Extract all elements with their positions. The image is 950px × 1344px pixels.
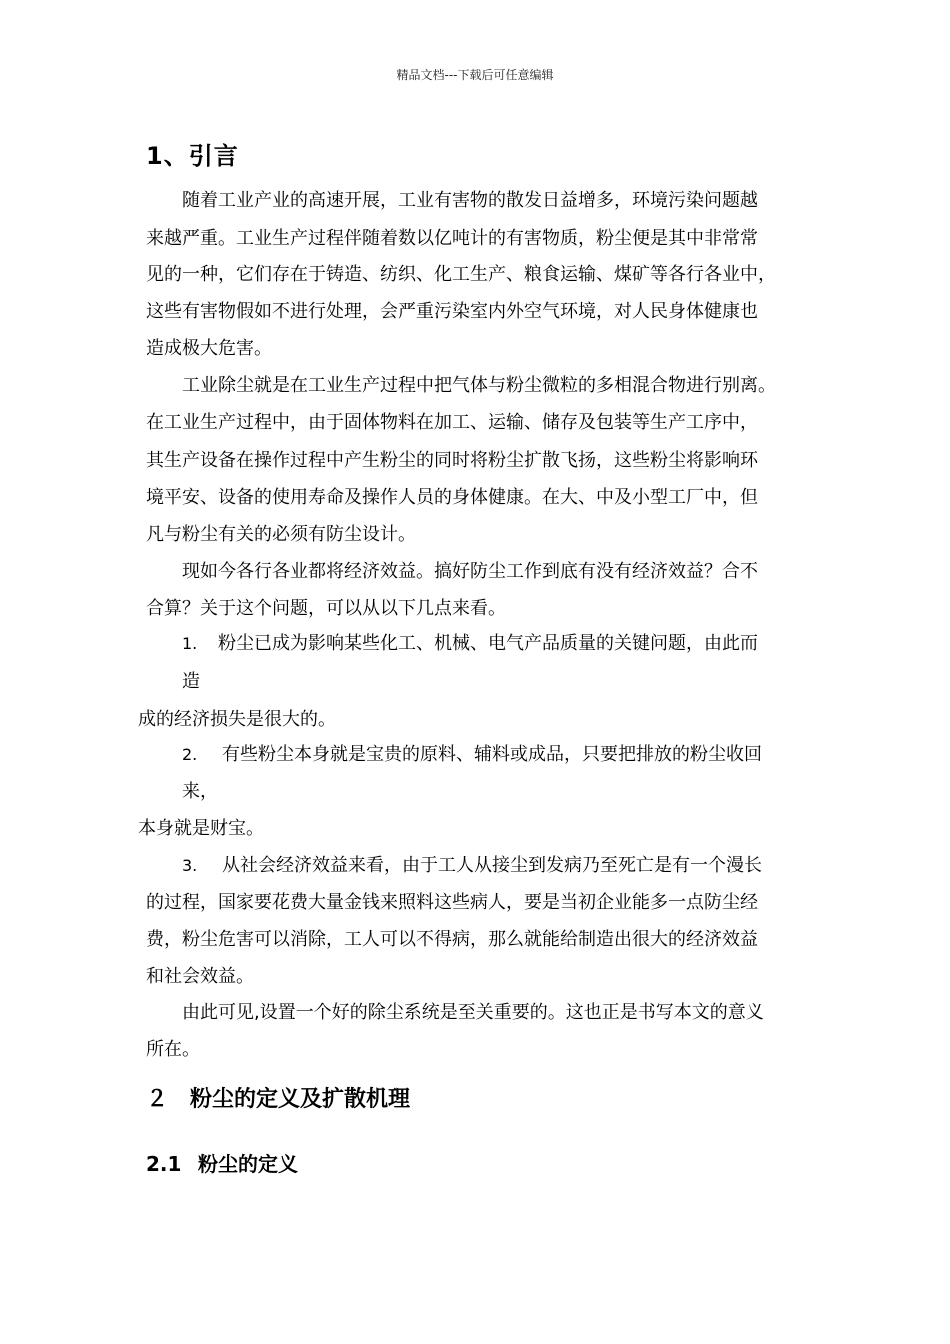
list-item-text: 从社会经济效益来看，由于工人从接尘到发病乃至死亡是有一个漫长 bbox=[222, 855, 762, 876]
section-2-1-heading bbox=[146, 1148, 298, 1177]
paragraph-3-line: 合算？关于这个问题，可以从以下几点来看。 bbox=[146, 598, 506, 619]
list-item-text: 的过程，国家要花费大量金钱来照料这些病人，要是当初企业能多一点防尘经 bbox=[146, 892, 758, 913]
page-header: 精品文档---下载后可任意编辑 bbox=[396, 68, 554, 82]
paragraph-2-line: 其生产设备在操作过程中产生粉尘的同时将粉尘扩散飞扬，这些粉尘将影响环 bbox=[146, 450, 758, 471]
section-2-title: 粉尘的定义及扩散机理 bbox=[190, 1087, 411, 1112]
list-item-number: 3. bbox=[182, 856, 198, 875]
paragraph-4-line: 由此可见,设置一个好的除尘系统是至关重要的。这也正是书写本文的意义 bbox=[182, 1002, 764, 1023]
list-item-tail: 成的经济损失是很大的。 bbox=[138, 709, 336, 730]
list-item-text: 来， bbox=[182, 781, 218, 802]
section-2-number: ２ bbox=[146, 1087, 169, 1112]
list-item-number: 2. bbox=[182, 745, 198, 764]
list-item-number: 1. bbox=[182, 634, 198, 653]
list-item-text: 和社会效益。 bbox=[146, 966, 254, 987]
paragraph-2-line: 工业除尘就是在工业生产过程中把气体与粉尘微粒的多相混合物进行别离。 bbox=[182, 375, 776, 396]
section-2-1-number: 2.1 bbox=[146, 1152, 182, 1176]
paragraph-1-line: 随着工业产业的高速开展，工业有害物的散发日益增多，环境污染问题越 bbox=[182, 190, 758, 211]
section-2-heading bbox=[146, 1082, 410, 1113]
paragraph-4-line: 所在。 bbox=[146, 1039, 200, 1060]
section-2-1-title: 粉尘的定义 bbox=[198, 1152, 298, 1176]
paragraph-2-line: 凡与粉尘有关的必须有防尘设计。 bbox=[146, 524, 416, 545]
list-item-text: 费，粉尘危害可以消除，工人可以不得病，那么就能给制造出很大的经济效益 bbox=[146, 929, 758, 950]
section-1-heading: 1、引言 bbox=[146, 142, 239, 170]
paragraph-1-line: 见的一种，它们存在于铸造、纺织、化工生产、粮食运输、煤矿等各行各业中， bbox=[146, 264, 776, 285]
list-item-text: 造 bbox=[182, 671, 200, 692]
paragraph-3-line: 现如今各行各业都将经济效益。搞好防尘工作到底有没有经济效益？合不 bbox=[182, 561, 758, 582]
paragraph-1-line: 来越严重。工业生产过程伴随着数以亿吨计的有害物质，粉尘便是其中非常常 bbox=[146, 228, 758, 249]
paragraph-1-line: 这些有害物假如不进行处理，会严重污染室内外空气环境，对人民身体健康也 bbox=[146, 301, 758, 322]
list-item-text: 有些粉尘本身就是宝贵的原料、辅料或成品，只要把排放的粉尘收回 bbox=[222, 744, 762, 765]
list-item-text: 粉尘已成为影响某些化工、机械、电气产品质量的关键问题，由此而 bbox=[218, 633, 758, 654]
list-item-tail: 本身就是财宝。 bbox=[138, 818, 264, 839]
paragraph-1-line: 造成极大危害。 bbox=[146, 338, 272, 359]
paragraph-2-line: 境平安、设备的使用寿命及操作人员的身体健康。在大、中及小型工厂中，但 bbox=[146, 487, 758, 508]
paragraph-2-line: 在工业生产过程中，由于固体物料在加工、运输、储存及包装等生产工序中， bbox=[146, 412, 758, 433]
